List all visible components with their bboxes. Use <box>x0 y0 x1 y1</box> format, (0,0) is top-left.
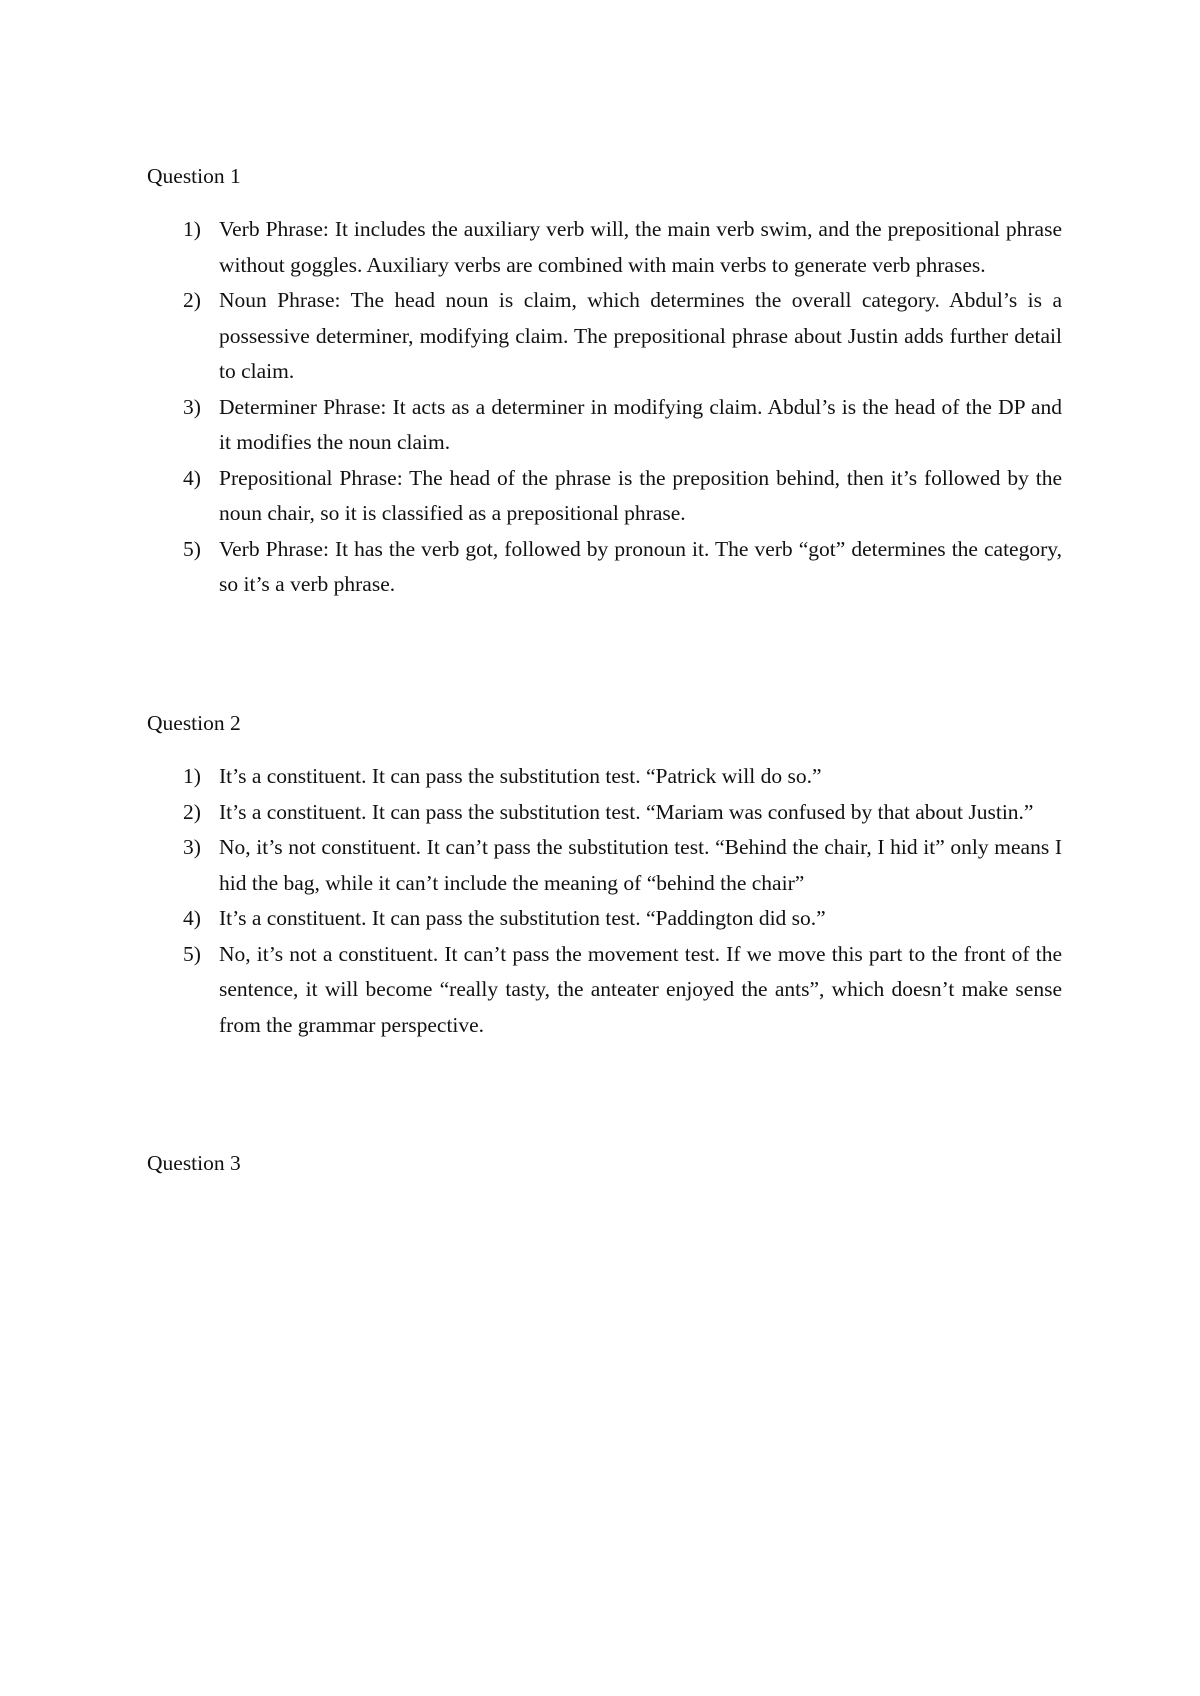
list-item <box>0 759 1062 795</box>
item-text: It’s a constituent. It can pass the substitution test. “Mariam was confused by that about Justin.” <box>219 799 1034 824</box>
item-number: 1) <box>183 217 201 241</box>
list-item <box>0 212 1062 283</box>
item-number: 3) <box>183 835 201 859</box>
item-text: It’s a constituent. It can pass the substitution test. “Patrick will do so.” <box>219 764 822 788</box>
item-number: 2) <box>183 799 201 824</box>
item-text: No, it’s not a constituent. It can’t pass the movement test. If we move this part to the front of the sentence, it will become “really tasty, the anteater enjoyed the ants”, which doesn’t make sense from the grammar perspective. <box>219 941 1062 1037</box>
list-item <box>0 937 1062 1044</box>
item-text: It’s a constituent. It can pass the substitution test. “Paddington did so.” <box>219 906 826 930</box>
item-text: Verb Phrase: It includes the auxiliary verb will, the main verb swim, and the prepositional phrase without goggles. Auxiliary verbs are combined with main verbs to generate verb phrases. <box>219 217 1062 277</box>
item-text: Prepositional Phrase: The head of the phrase is the preposition behind, then it’s followed by the noun chair, so it is classified as a prepositional phrase. <box>219 465 1062 525</box>
item-number: 4) <box>183 906 201 930</box>
question-2-heading: Question 2 <box>147 711 241 735</box>
question-1-answers <box>0 212 1200 603</box>
item-text: Determiner Phrase: It acts as a determiner in modifying claim. Abdul’s is the head of the DP and it modifies the noun claim. <box>219 394 1062 454</box>
question-2-answers <box>0 759 1200 1043</box>
item-number: 2) <box>183 288 201 312</box>
question-3-heading: Question 3 <box>147 1151 241 1175</box>
list-item <box>0 390 1062 461</box>
item-text: Noun Phrase: The head noun is claim, which determines the overall category. Abdul’s is a possessive determiner, modifying claim. The prepositional phrase about Justin adds further detail to claim. <box>219 288 1062 383</box>
list-item <box>0 901 1062 937</box>
item-number: 5) <box>183 941 201 966</box>
item-number: 5) <box>183 536 201 561</box>
item-number: 3) <box>183 394 201 419</box>
item-number: 4) <box>183 465 201 490</box>
item-text: No, it’s not constituent. It can’t pass the substitution test. “Behind the chair, I hid it” only means I hid the bag, while it can’t include the meaning of “behind the chair” <box>219 835 1062 895</box>
list-item <box>0 283 1062 390</box>
item-number: 1) <box>183 764 201 788</box>
list-item <box>0 461 1062 532</box>
list-item <box>0 830 1062 901</box>
list-item <box>0 532 1062 603</box>
item-text: Verb Phrase: It has the verb got, followed by pronoun it. The verb “got” determines the category, so it’s a verb phrase. <box>219 536 1062 596</box>
question-1-heading: Question 1 <box>147 164 241 188</box>
list-item <box>0 795 1062 831</box>
